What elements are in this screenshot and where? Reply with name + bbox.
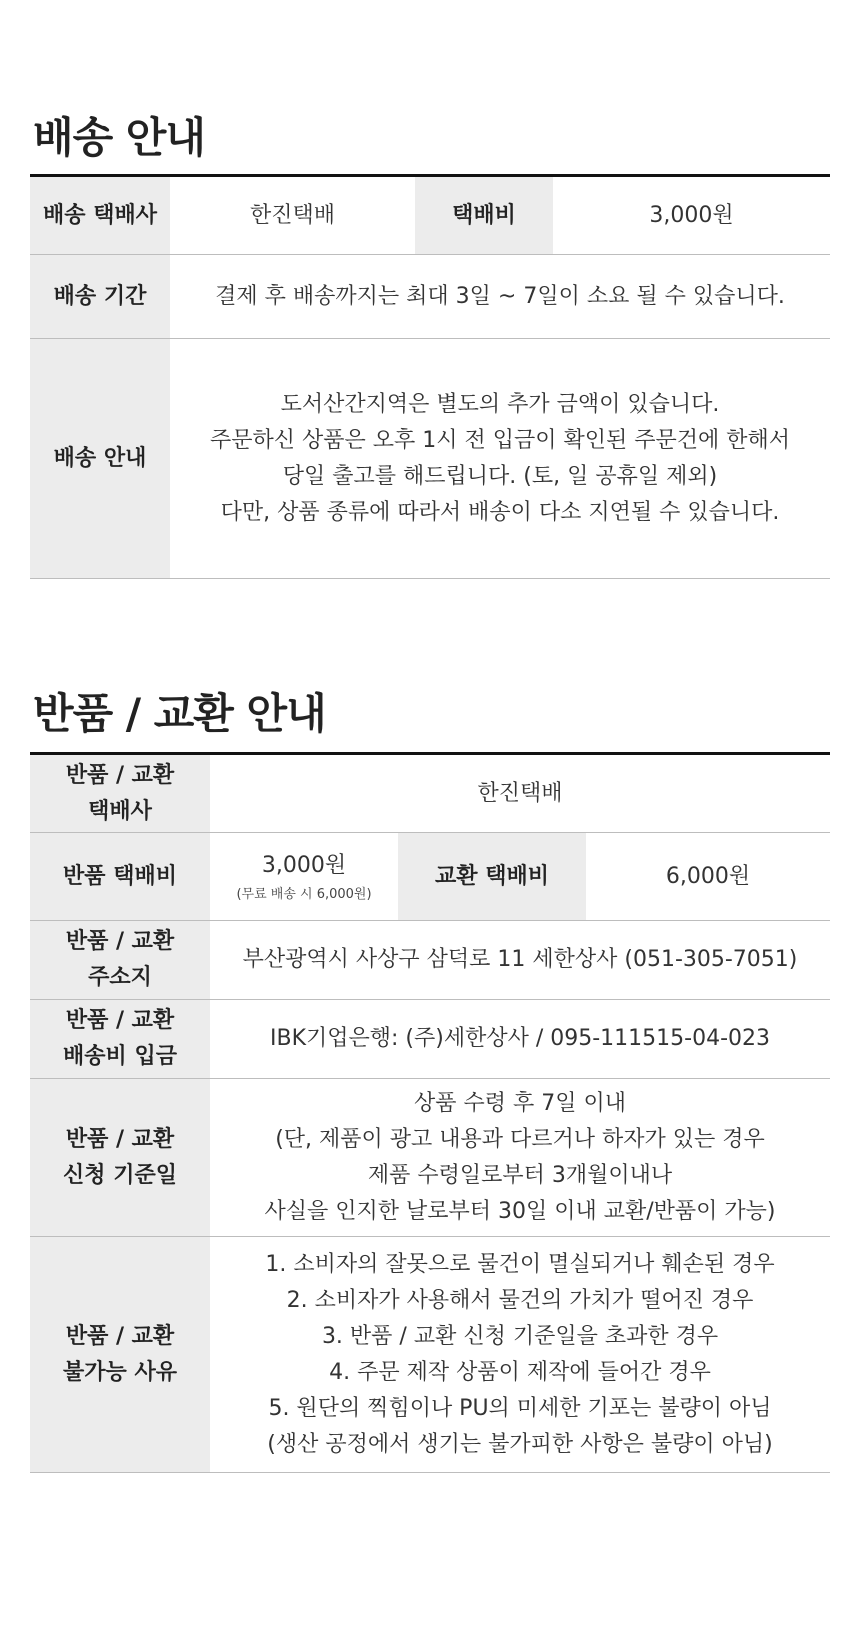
returns-courier-label: 반품 / 교환 택배사 [30,754,210,833]
shipping-fee-value: 3,000원 [553,176,830,255]
exchange-fee-value: 6,000원 [586,833,830,921]
shipping-period-row [30,255,830,339]
return-fee-note: (무료 배송 시 6,000원) [236,886,372,902]
returns-courier-value: 한진택배 [210,754,830,833]
returns-reason-line: 1. 소비자의 잘못으로 물건이 멸실되거나 훼손된 경우 [265,1251,775,1277]
shipping-notice-row [30,339,830,579]
shipping-courier-label: 배송 택배사 [30,176,170,255]
shipping-notice-label: 배송 안내 [30,339,170,579]
returns-address-row [30,921,830,1000]
shipping-fee-label: 택배비 [415,176,553,255]
returns-info-table [30,752,830,1473]
shipping-info-table [30,174,830,579]
returns-deposit-row [30,1000,830,1079]
returns-deadline-text [210,1079,830,1237]
returns-deadline-label: 반품 / 교환 신청 기준일 [30,1079,210,1237]
returns-reason-line: 5. 원단의 찍힘이나 PU의 미세한 기포는 불량이 아님 [268,1395,772,1421]
shipping-notice-line: 당일 출고를 해드립니다. (토, 일 공휴일 제외) [282,463,718,489]
returns-fee-row [30,833,830,921]
returns-address-value: 부산광역시 사상구 삼덕로 11 세한상사 (051-305-7051) [210,921,830,1000]
returns-deposit-value: IBK기업은행: (주)세한상사 / 095-111515-04-023 [210,1000,830,1079]
returns-deadline-row [30,1079,830,1237]
returns-reason-line: 3. 반품 / 교환 신청 기준일을 초과한 경우 [321,1323,719,1349]
shipping-section-title: 배송 안내 [33,113,205,162]
shipping-notice-line: 도서산간지역은 별도의 추가 금액이 있습니다. [280,391,720,417]
return-fee-cell [210,833,398,921]
shipping-notice-line: 다만, 상품 종류에 따라서 배송이 다소 지연될 수 있습니다. [220,499,780,525]
returns-reason-line: 4. 주문 제작 상품이 제작에 들어간 경우 [329,1359,711,1385]
shipping-courier-value: 한진택배 [170,176,415,255]
returns-address-label: 반품 / 교환 주소지 [30,921,210,1000]
returns-reasons-text [210,1237,830,1473]
return-fee-label: 반품 택배비 [30,833,210,921]
returns-section-title: 반품 / 교환 안내 [33,689,326,738]
return-fee-value: 3,000원 [261,852,347,878]
shipping-notice-text [170,339,830,579]
returns-deadline-line: 제품 수령일로부터 3개월이내나 [367,1162,673,1188]
returns-courier-row [30,754,830,833]
returns-deadline-line: 상품 수령 후 7일 이내 [414,1090,627,1116]
exchange-fee-label: 교환 택배비 [398,833,586,921]
returns-deadline-line: 사실을 인지한 날로부터 30일 이내 교환/반품이 가능) [264,1198,776,1224]
shipping-notice-line: 주문하신 상품은 오후 1시 전 입금이 확인된 주문건에 한해서 [210,427,790,453]
shipping-courier-row [30,176,830,255]
returns-reasons-label: 반품 / 교환 불가능 사유 [30,1237,210,1473]
returns-reason-line: (생산 공정에서 생기는 불가피한 사항은 불량이 아님) [267,1431,773,1457]
returns-reasons-row [30,1237,830,1473]
shipping-period-label: 배송 기간 [30,255,170,339]
returns-deposit-label: 반품 / 교환 배송비 입금 [30,1000,210,1079]
shipping-period-value: 결제 후 배송까지는 최대 3일 ~ 7일이 소요 될 수 있습니다. [170,255,830,339]
returns-reason-line: 2. 소비자가 사용해서 물건의 가치가 떨어진 경우 [286,1287,754,1313]
returns-deadline-line: (단, 제품이 광고 내용과 다르거나 하자가 있는 경우 [275,1126,765,1152]
